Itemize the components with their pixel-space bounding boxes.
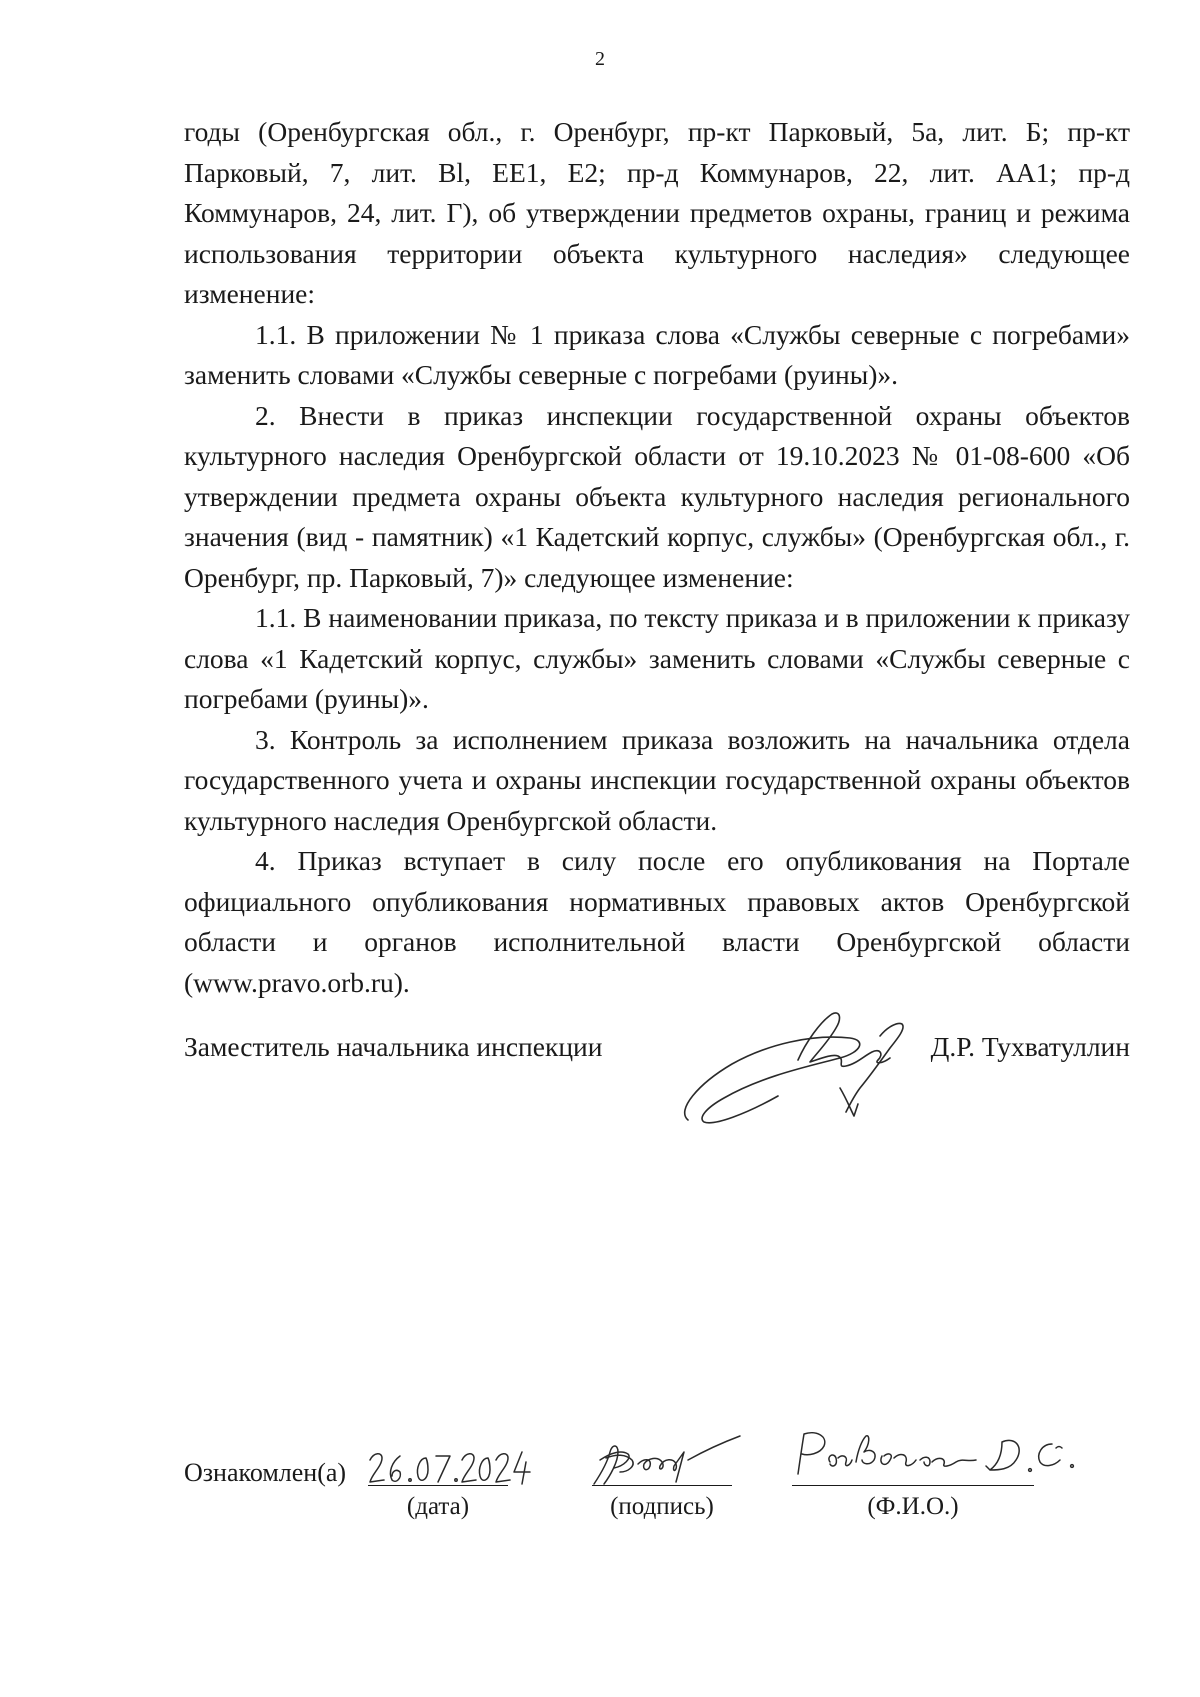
official-signature xyxy=(680,1004,920,1126)
paragraph-2-1-1: 1.1. В наименовании приказа, по тексту приказа и в приложении к приказу слова «1 Кадетский корпус, службы» заменить словами «Службы северные с погребами (руины)». xyxy=(184,602,1130,714)
signer-title: Заместитель начальника инспекции xyxy=(184,1031,603,1062)
signature-caption: (подпись) xyxy=(610,1493,714,1520)
paragraph-3: 3. Контроль за исполнением приказа возложить на начальника отдела государственного учета и охраны инспекции государственной охраны объектов культурного наследия Оренбургской области. xyxy=(184,723,1130,836)
document-body xyxy=(184,112,1130,1003)
handwritten-date xyxy=(366,1444,536,1490)
signer-name: Д.Р. Тухватуллин xyxy=(930,1031,1130,1062)
paragraph-1-1-first: 1.1. В приложении № 1 приказа слова «Службы северные с погребами» заменить словами «Службы северные с погребами (руины)». xyxy=(184,318,1130,390)
date-caption: (дата) xyxy=(406,1493,470,1520)
name-caption: (Ф.И.О.) xyxy=(867,1493,959,1520)
handwritten-acknowledgement-name xyxy=(790,1426,1120,1488)
paragraph-4: 4. Приказ вступает в силу после его опубликования на Портале официального опубликования нормативных правовых актов Оренбургской области и органов исполнительной власти Оренбургской области (www.pravo.orb.ru). xyxy=(184,845,1130,998)
page-number: 2 xyxy=(595,48,605,70)
paragraph-2: 2. Внести в приказ инспекции государственной охраны объектов культурного наследия Оренбургской области от 19.10.2023 № 01-08-600 «Об утверждении предмета охраны объекта культурного наследия регионального значения (вид - памятник) «1 Кадетский корпус, службы» (Оренбургская обл., г. Оренбург, пр. Парковый, 7)» следующее изменение: xyxy=(184,399,1130,593)
paragraph-continuation: годы (Оренбургская обл., г. Оренбург, пр-кт Парковый, 5а, лит. Б; пр-кт Парковый, 7, лит. Bl, EE1, E2; пр-д Коммунаров, 22, лит. AA1; пр-д Коммунаров, 24, лит. Г), об утверждении предметов охраны, границ и режима использования территории объекта культурного наследия» следующее изменение: xyxy=(184,116,1130,309)
acknowledgement-label: Ознакомлен(а) xyxy=(184,1458,347,1487)
handwritten-acknowledgement-signature xyxy=(588,1430,748,1490)
